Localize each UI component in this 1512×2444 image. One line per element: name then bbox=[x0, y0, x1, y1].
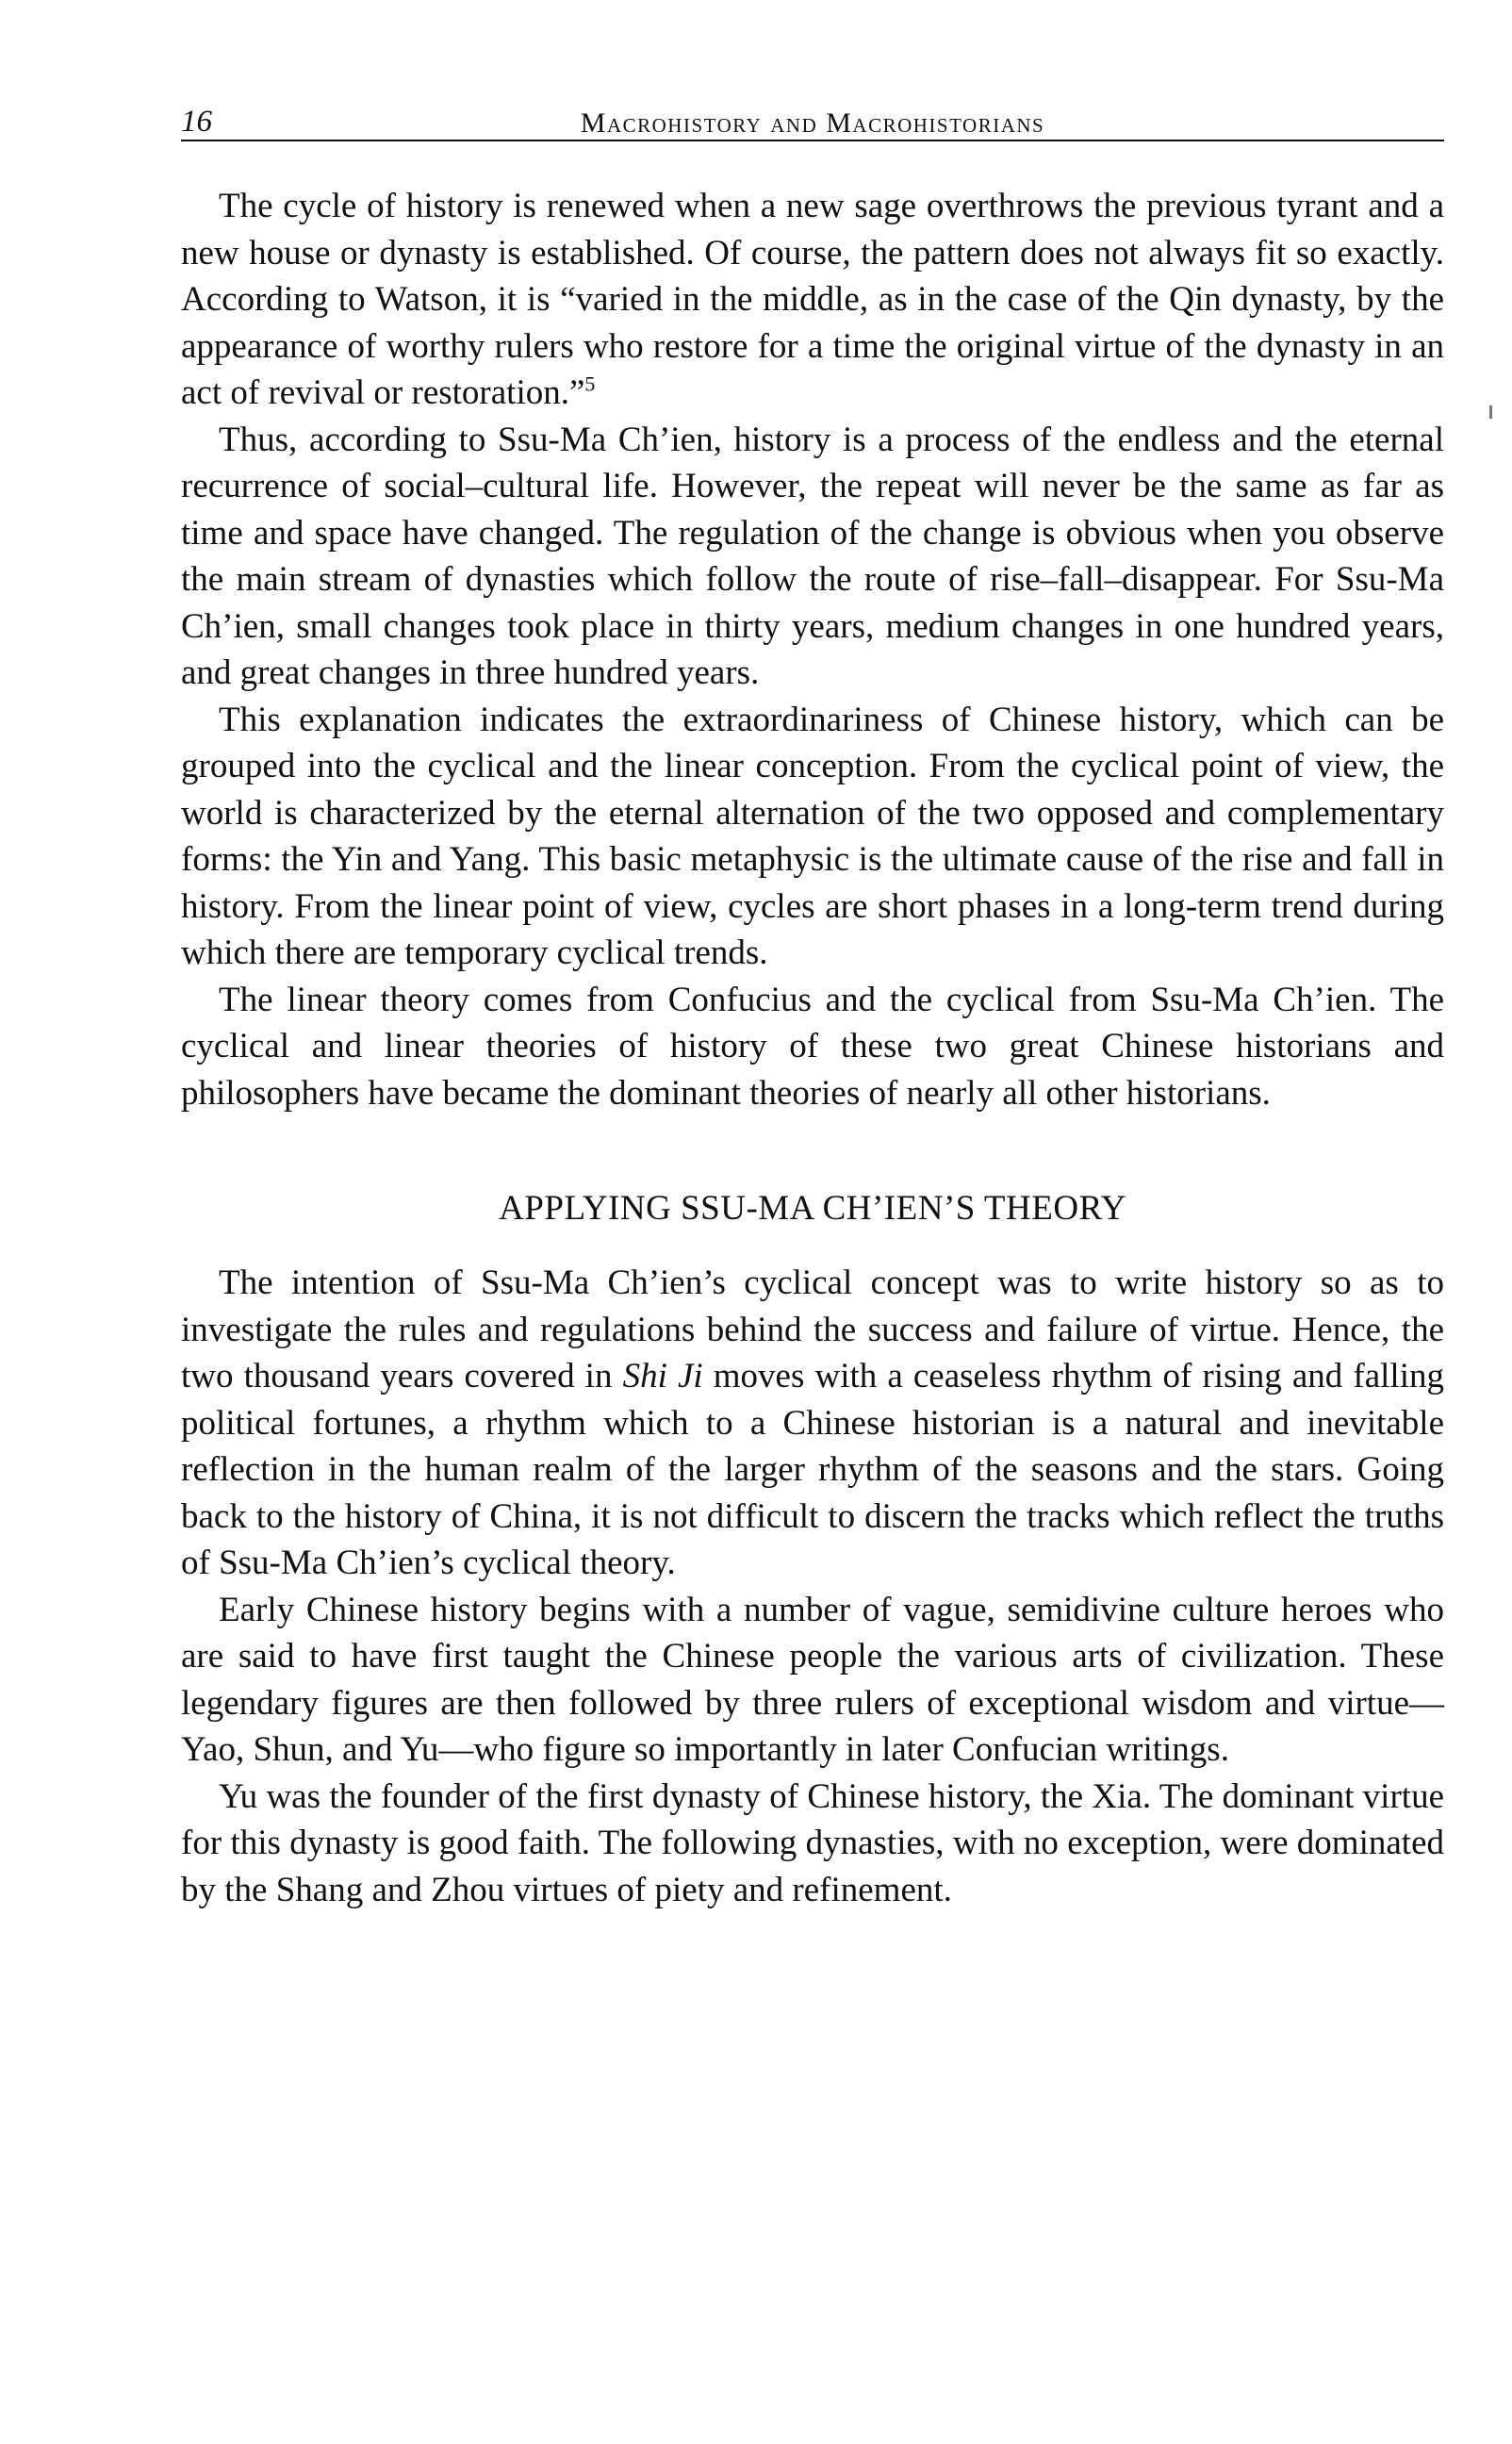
paragraph-text: Early Chinese history begins with a number of vague, semidivine culture heroes who are said to have first taught the Chinese people the various arts of civilization. These legendary figures are then followed by three rulers of exceptional wisdom and virtue—Yao, Shun, and Yu—who figure so importantly in later Confucian writings. bbox=[181, 1590, 1444, 1769]
paragraph-text: The cycle of history is renewed when a new sage overthrows the previous tyrant and a new house or dynasty is established. Of course, the pattern does not always fit so exactly. According to Watson, it is “varied in the middle, as in the case of the Qin dynasty, by the appearance of worthy rulers who restore for a time the original virtue of the dynasty in an act of revival or restoration.” bbox=[181, 187, 1444, 412]
running-head: Macrohistory and Macrohistorians bbox=[580, 107, 1045, 139]
paragraph bbox=[181, 1774, 1444, 1914]
footnote-reference: 5 bbox=[584, 372, 596, 396]
page-number: 16 bbox=[181, 105, 212, 139]
paragraph bbox=[181, 1260, 1444, 1587]
book-page bbox=[181, 94, 1444, 1913]
paragraph bbox=[181, 977, 1444, 1117]
paragraph bbox=[181, 1587, 1444, 1774]
book-title: Shi Ji bbox=[622, 1357, 703, 1395]
paragraph bbox=[181, 417, 1444, 697]
paragraph-text: The intention of Ssu-Ma Ch’ien’s cyclical concept was to write history so as to investigate the rules and regulations behind the success and failure of virtue. Hence, the two thousand years covered in bbox=[181, 1263, 1444, 1395]
body-text bbox=[181, 183, 1444, 1913]
section-heading: APPLYING SSU-MA CH’IEN’S THEORY bbox=[499, 1189, 1126, 1228]
paragraph bbox=[181, 183, 1444, 417]
paragraph-text: Thus, according to Ssu-Ma Ch’ien, history is a process of the endless and the eternal recurrence of social–cultural life. However, the repeat will never be the same as far as time and space have changed. The regulation of the change is obvious when you observe the main stream of dynasties which follow the route of rise–fall–disappear. For Ssu-Ma Ch’ien, small changes took place in thirty years, medium changes in one hundred years, and great changes in three hundred years. bbox=[181, 420, 1444, 692]
paragraph-text: moves with a ceaseless rhythm of rising and falling political fortunes, a rhythm which to a Chinese historian is a natural and inevitable reflection in the human realm of the larger rhythm of the seasons and the stars. Going back to the history of China, it is not difficult to discern the tracks which reflect the truths of Ssu-Ma Ch’ien’s cyclical theory. bbox=[181, 1357, 1444, 1582]
paragraph-text: The linear theory comes from Confucius and the cyclical from Ssu-Ma Ch’ien. The cyclical and linear theories of history of these two great Chinese historians and philosophers have became the dominant theories of nearly all other historians. bbox=[181, 980, 1444, 1113]
paragraph-text: Yu was the founder of the first dynasty of Chinese history, the Xia. The dominant virtue for this dynasty is good faith. The following dynasties, with no exception, were dominated by the Shang and Zhou virtues of piety and refinement. bbox=[181, 1776, 1444, 1909]
scan-mark bbox=[1489, 405, 1492, 419]
paragraph-text: This explanation indicates the extraordinariness of Chinese history, which can be grouped into the cyclical and the linear conception. From the cyclical point of view, the world is characterized by the eternal alternation of the two opposed and complementary forms: the Yin and Yang. This basic metaphysic is the ultimate cause of the rise and fall in history. From the linear point of view, cycles are short phases in a long-term trend during which there are temporary cyclical trends. bbox=[181, 700, 1444, 972]
page-header bbox=[181, 94, 1444, 141]
paragraph bbox=[181, 697, 1444, 977]
